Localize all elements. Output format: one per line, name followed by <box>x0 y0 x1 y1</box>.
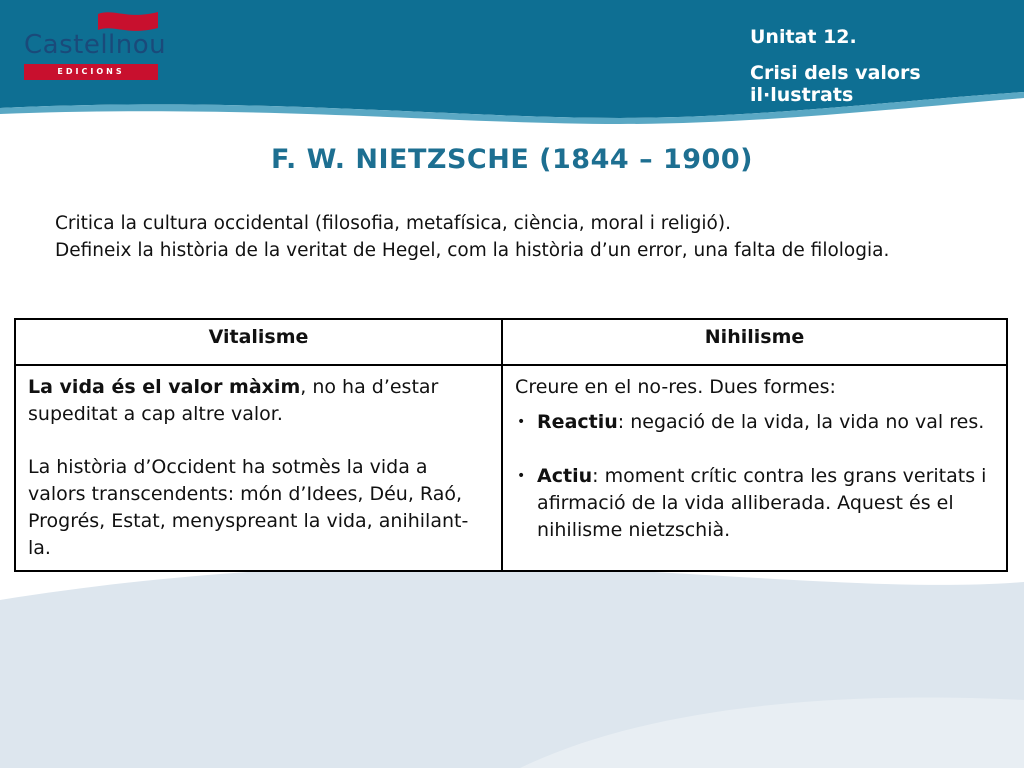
logo-tagline: EDICIONS <box>24 64 158 80</box>
vitalisme-key-phrase: La vida és el valor màxim <box>28 376 301 398</box>
intro-line-2: Defineix la història de la veritat de Hegel, com la història d’un error, una falta de filologia. <box>55 240 890 261</box>
bottom-wave <box>0 560 1024 768</box>
form-text: : moment crític contra les grans veritats i afirmació de la vida alliberada. Aquest és el nihilisme nietzschià. <box>537 465 987 541</box>
vitalisme-p1-rest: , no ha d’estar supeditat a cap altre valor. <box>28 376 439 425</box>
form-term: Reactiu <box>537 411 618 433</box>
vitalisme-paragraph-2: La història d’Occident ha sotmès la vida a valors transcendents: món d’Idees, Déu, Raó, Progrés, Estat, menyspreant la vida, anihilant-la. <box>28 456 469 559</box>
list-item <box>515 463 994 544</box>
nihilisme-intro: Creure en el no-res. Dues formes: <box>515 376 836 398</box>
header-nihilisme: Nihilisme <box>502 319 1007 365</box>
unit-title: Unitat 12. <box>750 26 857 48</box>
intro-line-1: Critica la cultura occidental (filosofia, metafísica, ciència, moral i religió). <box>55 213 731 234</box>
table-row <box>15 365 1007 571</box>
logo-wordmark: Castellnou <box>24 30 167 60</box>
unit-subtitle: Crisi dels valors il·lustrats <box>750 62 921 106</box>
vitalisme-paragraph-1 <box>28 374 489 428</box>
list-item <box>515 409 994 436</box>
concepts-table <box>14 318 1008 572</box>
page-title: F. W. NIETZSCHE (1844 – 1900) <box>271 144 753 175</box>
nihilisme-cell <box>502 365 1007 571</box>
vitalisme-cell <box>15 365 502 571</box>
table-header-row <box>15 319 1007 365</box>
intro-text <box>55 210 975 264</box>
form-term: Actiu <box>537 465 593 487</box>
form-text: : negació de la vida, la vida no val res. <box>617 411 985 433</box>
nihilisme-forms-list <box>515 409 994 544</box>
castellnou-logo <box>18 8 168 78</box>
header-vitalisme: Vitalisme <box>15 319 502 365</box>
